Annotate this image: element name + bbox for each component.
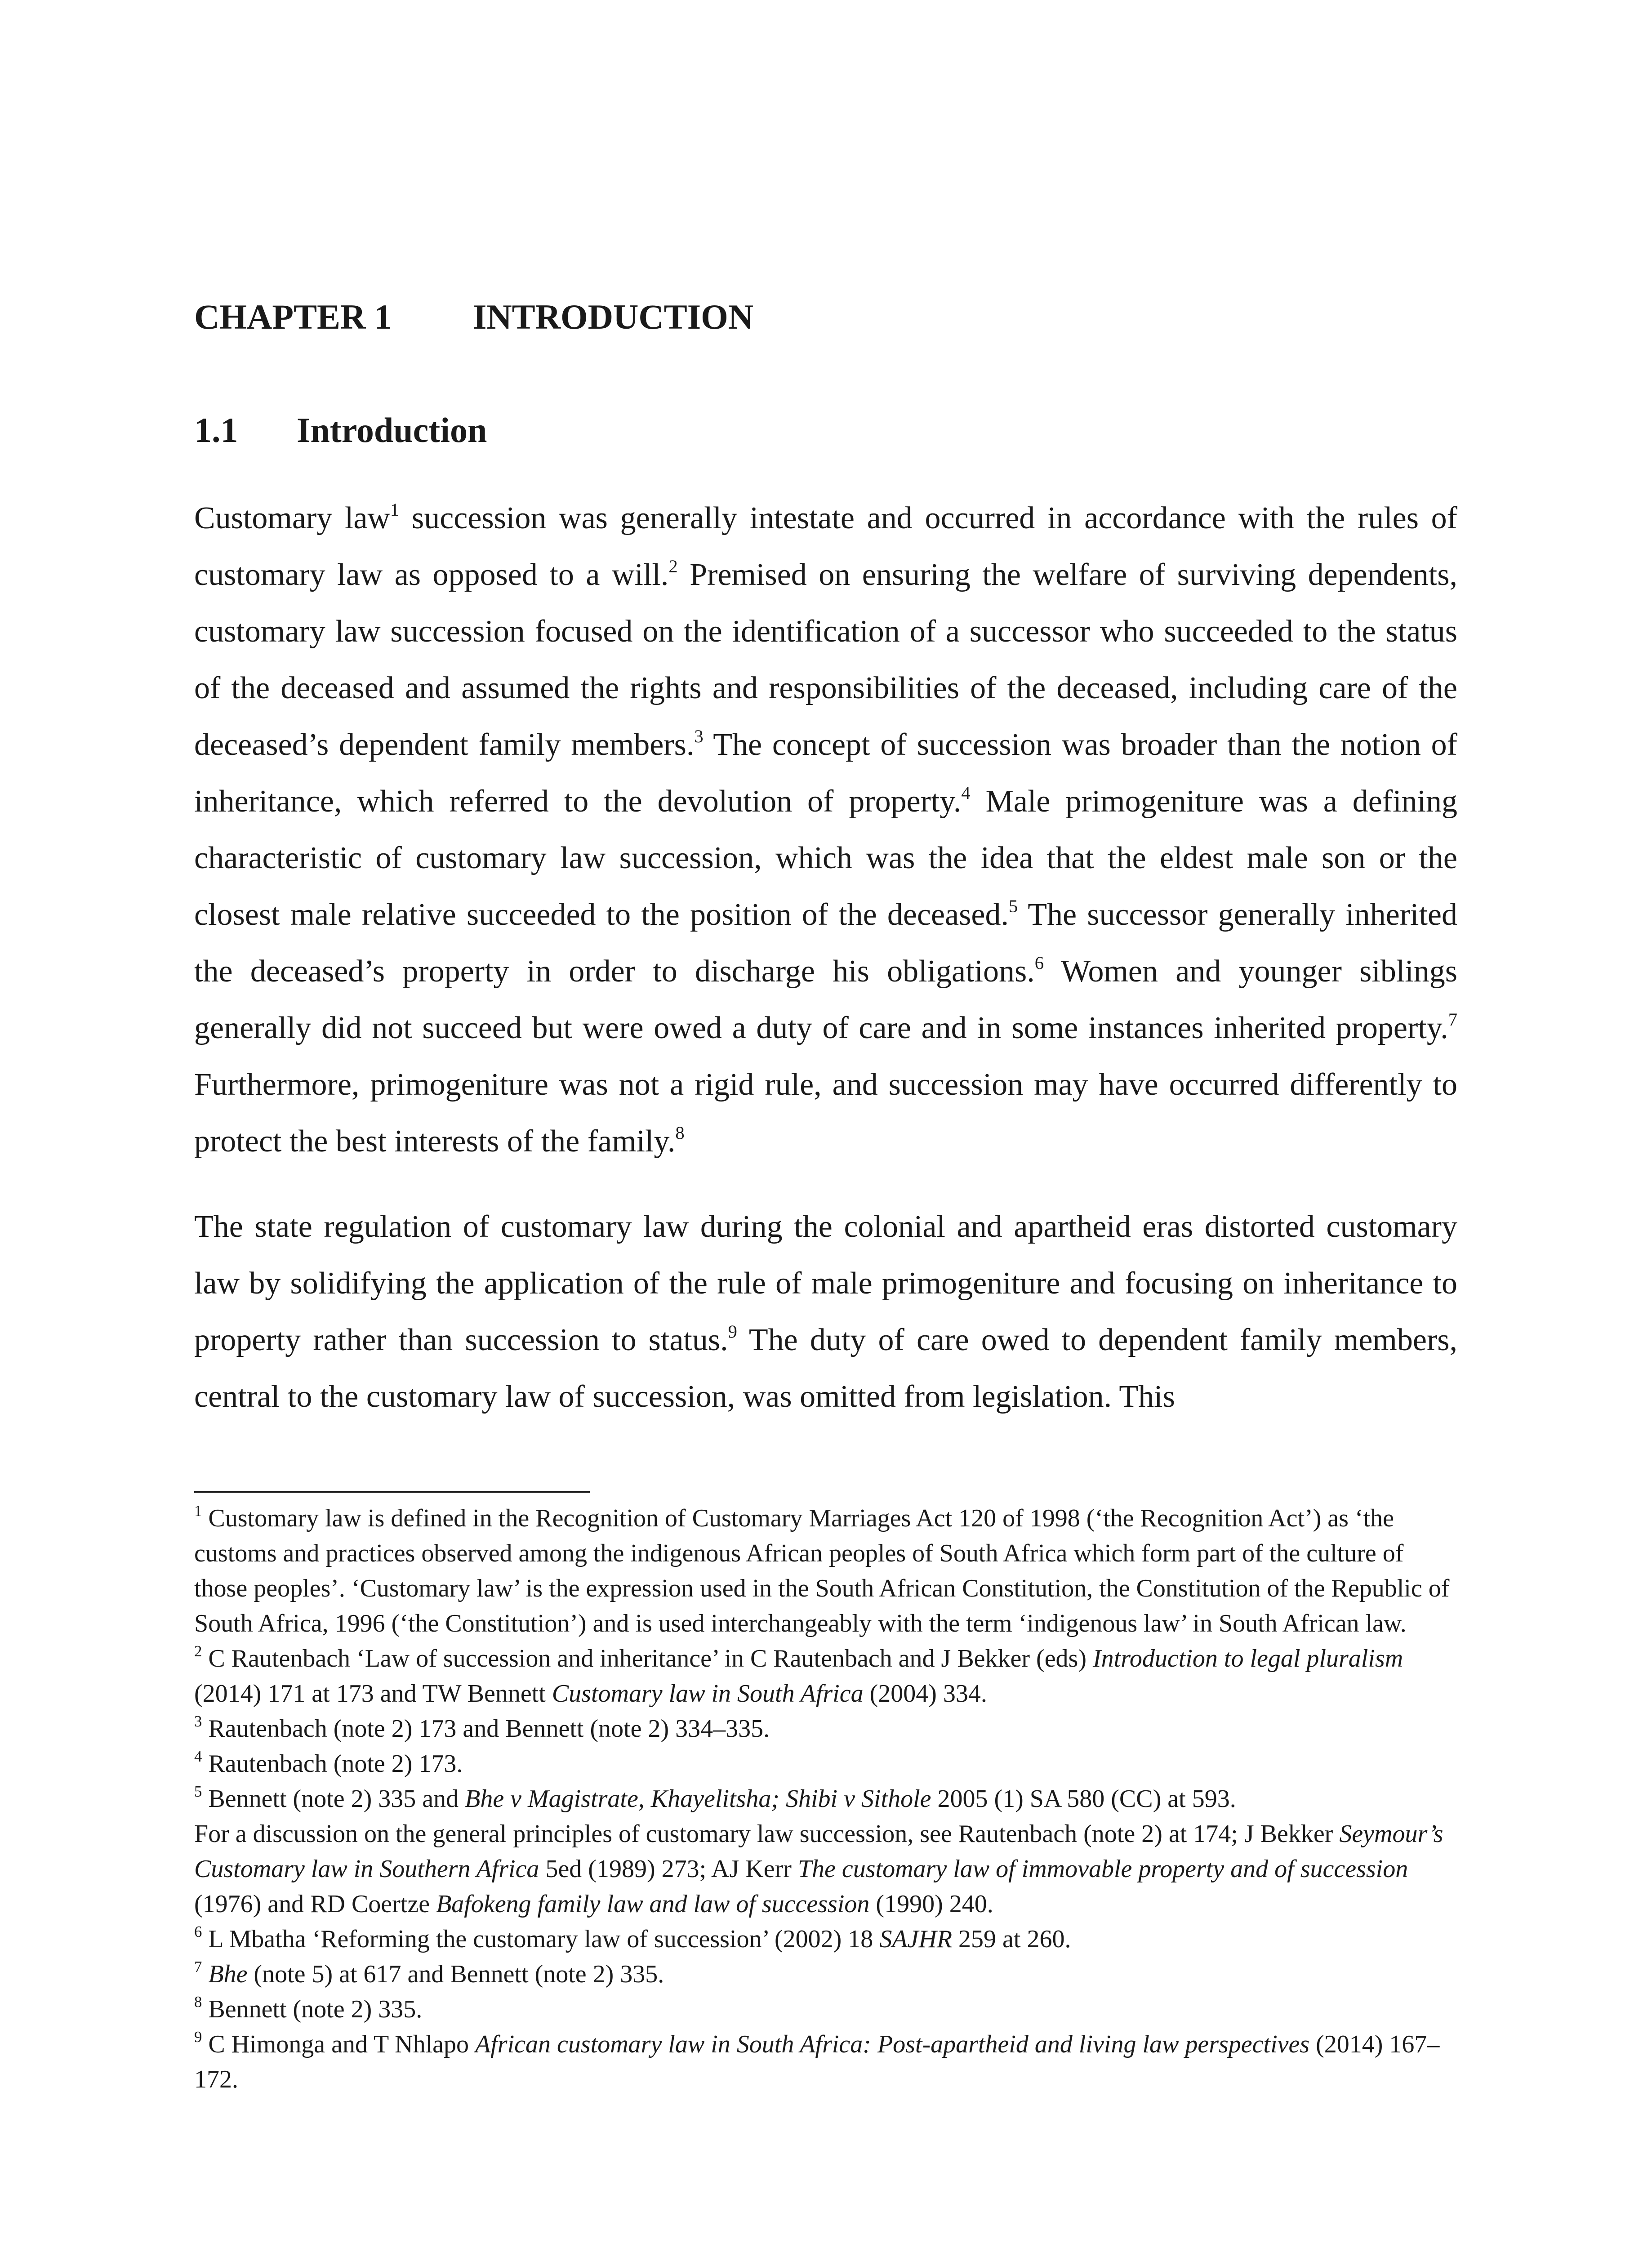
footnote-number: 4 (194, 1747, 202, 1765)
chapter-title: INTRODUCTION (473, 297, 754, 336)
p1-text: Premised on ensuring the welfare of surviving dependents, customary law succession focused on the identification of a successor who succeeded to the status of the deceased and assumed the rights and responsibilities of the deceased, including care of the deceased’s dependent family members. (194, 558, 1457, 762)
footnote-7 (194, 1957, 1457, 1992)
footnote-text: Rautenbach (note 2) 173 and Bennett (note 2) 334–335. (202, 1715, 770, 1743)
footnote-9 (194, 2027, 1457, 2097)
footnote-number: 6 (194, 1922, 202, 1940)
footnote-text: For a discussion on the general principles of customary law succession, see Rautenbach (note 2) at 174; J Bekker (194, 1820, 1340, 1848)
footnote-3 (194, 1711, 1457, 1746)
footnote-number: 1 (194, 1502, 202, 1520)
p1-text: succession was generally intestate and occurred in accordance with the rules of customary law as opposed to a will. (194, 501, 1457, 592)
footnote-citation-title: African customary law in South Africa: Post-apartheid and living law perspectives (475, 2030, 1310, 2058)
footnote-citation-title: Bafokeng family law and law of succession (436, 1890, 870, 1918)
footnote-ref-3[interactable]: 3 (694, 726, 704, 746)
footnote-text: (2014) 167–172. (194, 2030, 1440, 2093)
footnote-number: 3 (194, 1712, 202, 1730)
footnote-ref-1[interactable]: 1 (390, 499, 400, 520)
footnote-text: Rautenbach (note 2) 173. (202, 1750, 463, 1778)
footnote-ref-2[interactable]: 2 (668, 556, 678, 576)
footnote-2 (194, 1641, 1457, 1711)
footnote-citation-title: Customary law in South Africa (552, 1680, 864, 1708)
chapter-heading (194, 297, 753, 337)
footnote-1 (194, 1501, 1457, 1641)
section-title: Introduction (297, 410, 487, 450)
footnote-6 (194, 1922, 1457, 1957)
p1-text: The successor generally inherited the deceased’s property in order to discharge his obligations. (194, 897, 1457, 989)
footnote-separator (194, 1491, 590, 1493)
p1-text: Customary law (194, 501, 390, 535)
footnote-ref-4[interactable]: 4 (961, 782, 971, 803)
footnote-citation-title: SAJHR (879, 1925, 953, 1953)
footnote-citation-title: Bhe v Magistrate, Khayelitsha; Shibi v Sithole (465, 1785, 931, 1813)
chapter-number: CHAPTER 1 (194, 297, 392, 336)
footnote-4 (194, 1746, 1457, 1781)
footnote-number: 8 (194, 1993, 202, 2011)
footnote-text: 2005 (1) SA 580 (CC) at 593. (931, 1785, 1236, 1813)
footnote-text: Bennett (note 2) 335. (202, 1995, 423, 2023)
footnote-text: Customary law is defined in the Recognition of Customary Marriages Act 120 of 1998 (‘the Recognition Act’) as ‘the customs and practices observed among the indigenous African peoples of South Africa which form part of the culture of those peoples’. ‘Customary law’ is the expression used in the South African Constitution, the Constitution of the Republic of South Africa, 1996 (‘the Constitution’) and is used interchangeably with the term ‘indigenous law’ in South African law. (194, 1504, 1450, 1637)
footnote-citation-title: The customary law of immovable property and of succession (797, 1855, 1408, 1883)
p1-text: The concept of succession was broader than the notion of inheritance, which referred to the devolution of property. (194, 727, 1457, 819)
footnote-text: C Rautenbach ‘Law of succession and inheritance’ in C Rautenbach and J Bekker (eds) (202, 1645, 1093, 1673)
footnote-citation-title: Introduction to legal pluralism (1093, 1645, 1403, 1673)
p2-text: The state regulation of customary law during the colonial and apartheid eras distorted customary law by solidifying the application of the rule of male primogeniture and focusing on inheritance to property rather than succession to status. (194, 1209, 1457, 1357)
footnote-number: 2 (194, 1642, 202, 1660)
body-paragraph-2 (194, 1199, 1457, 1425)
p2-text: The duty of care owed to dependent family members, central to the customary law of succession, was omitted from legislation. This (194, 1323, 1458, 1414)
footnote-text: (1990) 240. (869, 1890, 993, 1918)
footnote-number: 7 (194, 1958, 202, 1976)
footnote-text: (note 5) at 617 and Bennett (note 2) 335. (247, 1960, 664, 1988)
section-number: 1.1 (194, 410, 238, 450)
footnote-8 (194, 1992, 1457, 2027)
footnote-text: 259 at 260. (952, 1925, 1071, 1953)
p1-text: Male primogeniture was a defining characteristic of customary law succession, which was the idea that the eldest male son or the closest male relative succeeded to the position of the deceased. (194, 784, 1457, 932)
footnote-ref-6[interactable]: 6 (1034, 952, 1044, 973)
footnote-text: (2014) 171 at 173 and TW Bennett (194, 1680, 552, 1708)
footnote-5 (194, 1781, 1457, 1816)
footnote-ref-8[interactable]: 8 (675, 1122, 685, 1143)
footnote-text: (2004) 334. (863, 1680, 987, 1708)
footnote-text: L Mbatha ‘Reforming the customary law of succession’ (2002) 18 (202, 1925, 880, 1953)
footnote-citation-title: Bhe (208, 1960, 248, 1988)
footnote-text: (1976) and RD Coertze (194, 1890, 436, 1918)
footnote-citation-title: Seymour’s Customary law in Southern Africa (194, 1820, 1443, 1883)
p1-text: Furthermore, primogeniture was not a rigid rule, and succession may have occurred differently to protect the best interests of the family. (194, 1067, 1457, 1159)
body-paragraph-1 (194, 490, 1457, 1170)
footnote-ref-7[interactable]: 7 (1448, 1009, 1457, 1030)
footnote-ref-5[interactable]: 5 (1009, 896, 1018, 916)
p1-text: Women and younger siblings generally did not succeed but were owed a duty of care and in some instances inherited property. (194, 954, 1457, 1045)
footnote-text: 5ed (1989) 273; AJ Kerr (539, 1855, 798, 1883)
footnote-text: C Himonga and T Nhlapo (202, 2030, 476, 2058)
section-heading (194, 410, 487, 450)
footnote-number: 9 (194, 2028, 202, 2046)
footnotes (194, 1501, 1457, 2097)
footnote-5-continued (194, 1816, 1457, 1922)
footnote-number: 5 (194, 1782, 202, 1800)
footnote-text: Bennett (note 2) 335 and (202, 1785, 465, 1813)
footnote-ref-9[interactable]: 9 (728, 1321, 737, 1342)
